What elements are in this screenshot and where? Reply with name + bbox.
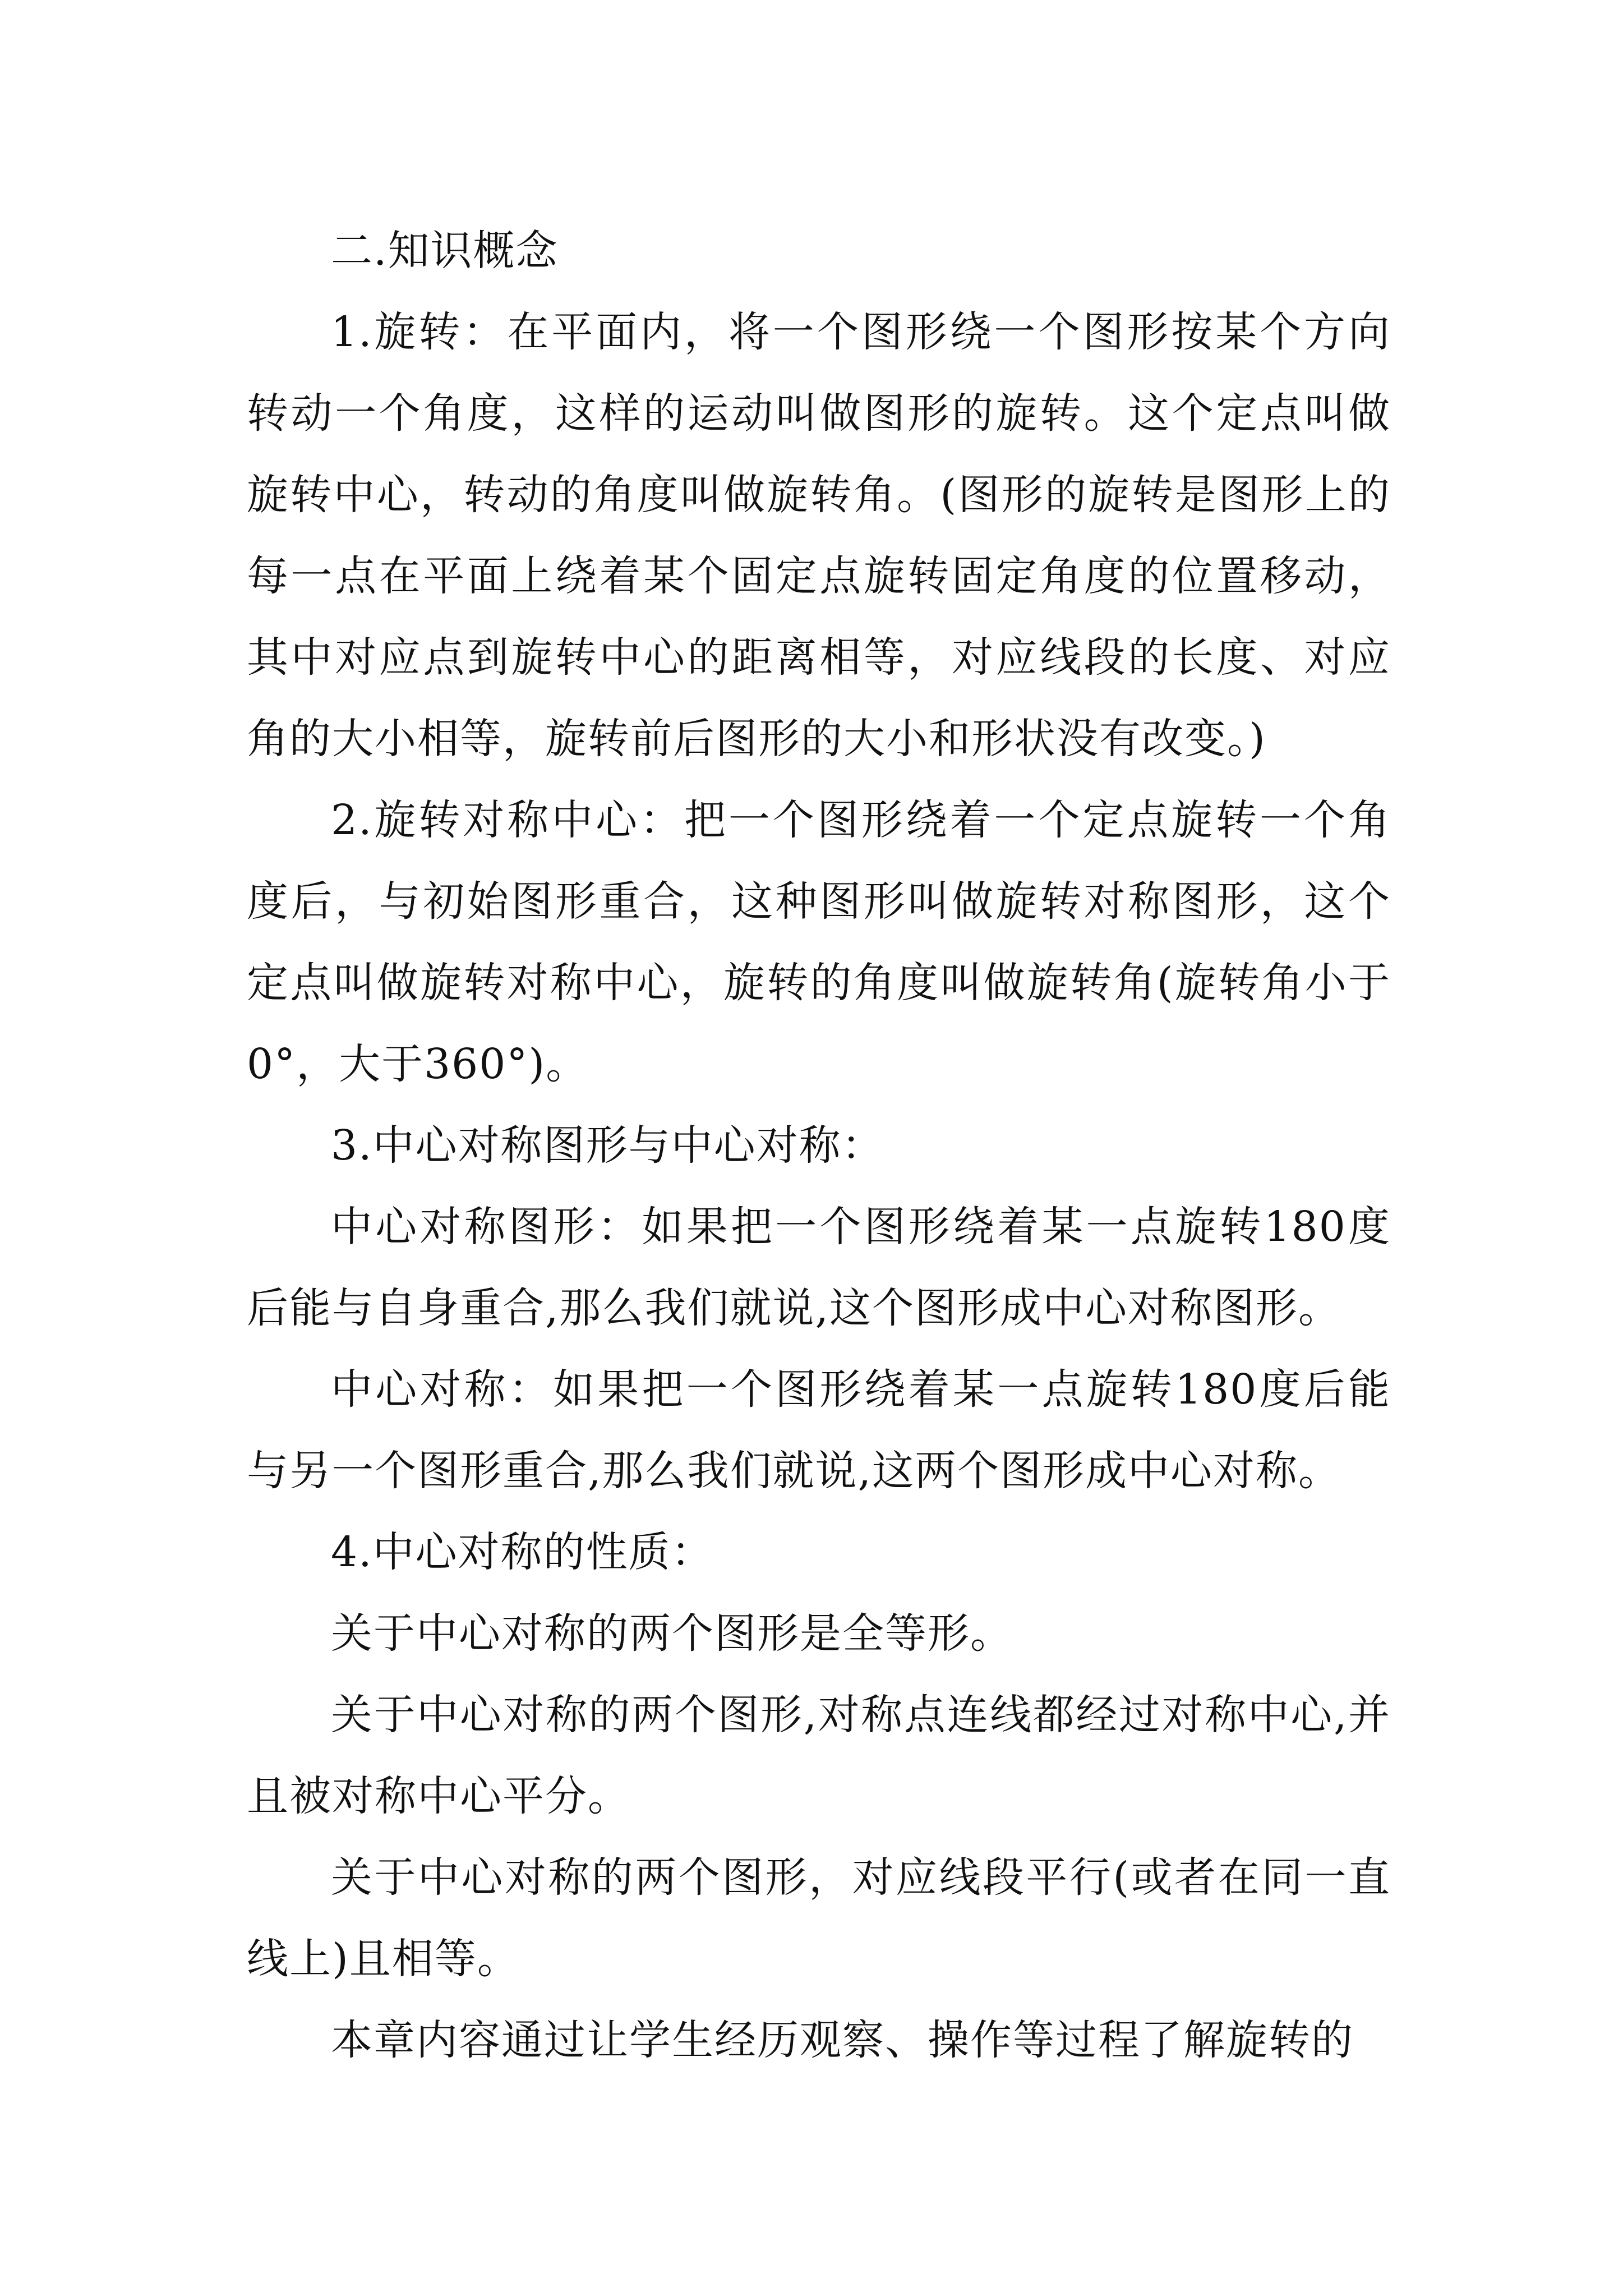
paragraph-property-congruent: 关于中心对称的两个图形是全等形。 bbox=[331, 1609, 1013, 1658]
paragraph-rotational-symmetry-center: 2.旋转对称中心：把一个图形绕着一个定点旋转一个角度后，与初始图形重合，这种图形叫做旋转对称图形，这个定点叫做旋转对称中心，旋转的角度叫做旋转角(旋转角小于0°，大于360°)。 bbox=[247, 796, 1391, 1088]
paragraph-rotation-definition: 1.旋转：在平面内，将一个图形绕一个图形按某个方向转动一个角度，这样的运动叫做图形的旋转。这个定点叫做旋转中心，转动的角度叫做旋转角。(图形的旋转是图形上的每一点在平面上绕着某个固定点旋转固定角度的位置移动，其中对应点到旋转中心的距离相等，对应线段的长度、对应角的大小相等，旋转前后图形的大小和形状没有改变。) bbox=[247, 308, 1391, 763]
section-heading: 二.知识概念 bbox=[331, 227, 559, 275]
paragraph-chapter-content: 本章内容通过让学生经历观察、操作等过程了解旋转的 bbox=[331, 2016, 1354, 2064]
document-body bbox=[247, 210, 1391, 2081]
paragraph-central-symmetry-heading: 3.中心对称图形与中心对称： bbox=[331, 1121, 884, 1170]
paragraph-property-midpoint: 关于中心对称的两个图形,对称点连线都经过对称中心,并且被对称中心平分。 bbox=[247, 1691, 1391, 1820]
paragraph-property-parallel: 关于中心对称的两个图形，对应线段平行(或者在同一直线上)且相等。 bbox=[247, 1853, 1391, 1983]
paragraph-properties-heading: 4.中心对称的性质： bbox=[331, 1528, 714, 1576]
paragraph-centrally-symmetric-figure: 中心对称图形：如果把一个图形绕着某一点旋转180度后能与自身重合,那么我们就说,这个图形成中心对称图形。 bbox=[247, 1203, 1391, 1332]
paragraph-central-symmetry: 中心对称：如果把一个图形绕着某一点旋转180度后能与另一个图形重合,那么我们就说,这两个图形成中心对称。 bbox=[247, 1365, 1391, 1495]
